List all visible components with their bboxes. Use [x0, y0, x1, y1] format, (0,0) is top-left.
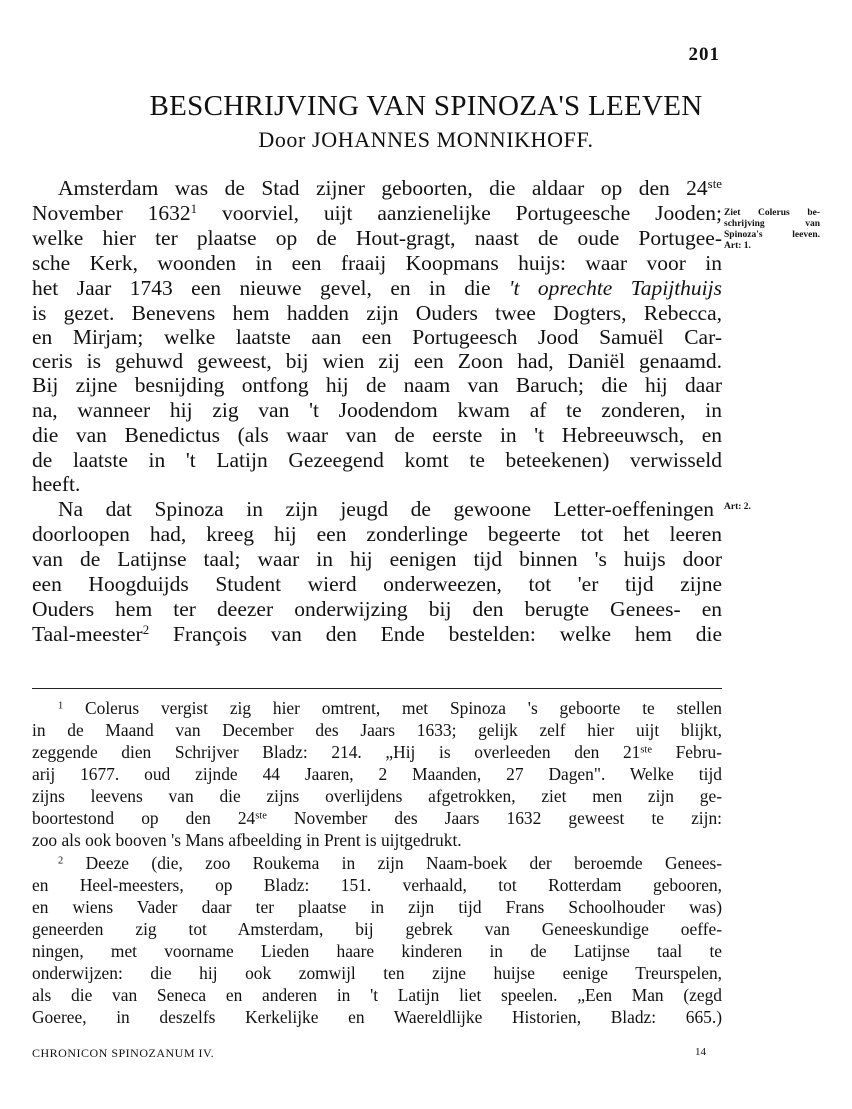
body-line: November 1632$^1$ voorviel, uijt aanzienelijke Portugeesche Jooden; [32, 201, 723, 225]
margin-note-art2: Art: 2. [724, 502, 751, 512]
footnote-line: ningen, met voorname Lieden haare kinderen in de Latijnse taal te [32, 941, 722, 961]
footnote-ref-1: 1 [190, 201, 198, 216]
footnote-line: zeggende dien Schrijver Bladz: 214. „Hij is overleeden den 21ste Febru- [32, 742, 723, 762]
body-line: het Jaar 1743 een nieuwe gevel, en in die 't oprechte Tapijthuijs [32, 276, 722, 300]
page-number: 201 [688, 44, 720, 65]
body-line: die van Benedictus (als waar van de eerste in 't Hebreeuwsch, en [32, 423, 722, 447]
footnote-line: zijns leevens van die zijns overlijdens afgetrokken, ziet men zijn ge- [32, 786, 722, 806]
page-subtitle: Door JOHANNES MONNIKHOFF. [258, 127, 594, 152]
footnote-line: $^2$ Deeze (die, zoo Roukema in zijn Naam-boek der beroemde Genees- [58, 853, 722, 873]
body-line: Ouders hem ter deezer onderwijzing bij den berugte Genees- en [32, 597, 722, 621]
body-line: Taal-meester$^2$ François van den Ende bestelden: welke hem die [32, 622, 722, 646]
body-line: van de Latijnse taal; waar in hij eenigen tijd binnen 's huijs door [32, 547, 722, 571]
footnote-ref-2: 2 [142, 622, 150, 637]
body-line: Bij zijne besnijding ontfong hij de naam van Baruch; die hij daar [32, 373, 722, 397]
footnote-line: als die van Seneca en anderen in 't Latijn liet speelen. „Een Man (zegd [32, 985, 722, 1005]
body-line: na, wanneer hij zig van 't Joodendom kwam af te zonderen, in [32, 398, 722, 422]
footnote-line: boortestond op den 24ste November des Jaars 1632 geweest te zijn: [32, 808, 722, 828]
body-line: Amsterdam was de Stad zijner geboorten, die aldaar op den 24ste [58, 176, 722, 200]
footnote-line: en Heel-meesters, op Bladz: 151. verhaald, tot Rotterdam gebooren, [32, 875, 722, 895]
body-line: doorloopen had, kreeg hij een zonderlinge begeerte tot het leeren [32, 522, 722, 546]
body-line: een Hoogduijds Student wierd onderweezen, tot 'er tijd zijne [32, 572, 722, 596]
body-line: welke hier ter plaatse op de Hout-gragt, naast de oude Portugee- [32, 226, 722, 250]
body-line: en Mirjam; welke laatste aan een Portugeesch Jood Samuël Car- [32, 325, 722, 349]
footnote-line: en wiens Vader daar ter plaatse in zijn tijd Frans Schoolhouder was) [32, 897, 722, 917]
margin-note-reference: Ziet Colerus be- schrijving van Spinoza's leeven. Art: 1. [724, 208, 820, 251]
body-line: sche Kerk, woonden in een fraaij Koopmans huijs: waar voor in [32, 251, 722, 275]
footnote-line: arij 1677. oud zijnde 44 Jaaren, 2 Maanden, 27 Dagen". Welke tijd [32, 764, 722, 784]
footnote-line: in de Maand van December des Jaars 1633; gelijk zelf hier uijt blijkt, [32, 720, 722, 740]
body-line: Na dat Spinoza in zijn jeugd de gewoone Letter-oeffeningen [58, 497, 714, 521]
body-line: de laatste in 't Latijn Gezeegend komt te beteekenen) verwisseld [32, 448, 722, 472]
body-line: is gezet. Benevens hem hadden zijn Ouders twee Dogters, Rebecca, [32, 301, 722, 325]
body-line: heeft. [32, 472, 81, 496]
footnote-line: Goeree, in deszelfs Kerkelijke en Waereldlijke Historien, Bladz: 665.) [32, 1007, 722, 1027]
body-line: ceris is gehuwd geweest, bij wien zij een Zoon had, Daniël genaamd. [32, 349, 722, 373]
footnote-divider [32, 688, 722, 689]
footnote-line: zoo als ook booven 's Mans afbeelding in Prent is uijtgedrukt. [32, 830, 462, 850]
footnote-line: onderwijzen: die hij ook zomwijl ten zijne huijse eenige Treurspelen, [32, 963, 722, 983]
footnote-line: geneerden zig tot Amsterdam, bij gebrek van Geneeskundige oeffe- [32, 919, 722, 939]
page-title: BESCHRIJVING VAN SPINOZA'S LEEVEN [149, 90, 703, 122]
footer-signature-mark: 14 [695, 1046, 706, 1058]
footnote-line: $^1$ Colerus vergist zig hier omtrent, met Spinoza 's geboorte te stellen [58, 698, 722, 718]
footer-series-title: CHRONICON SPINOZANUM IV. [32, 1046, 215, 1060]
